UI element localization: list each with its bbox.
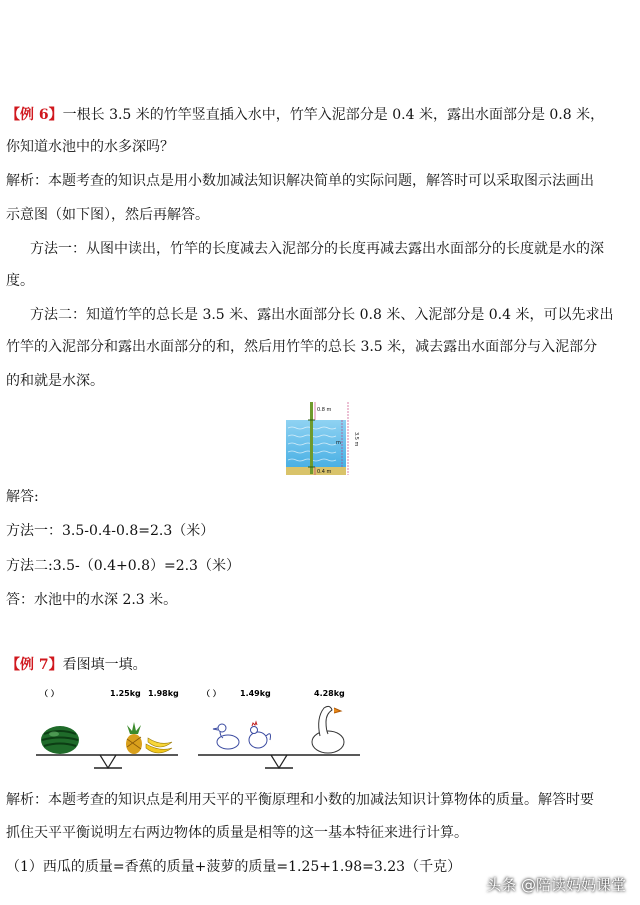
example-6-question-line1 <box>6 104 632 126</box>
label-above-water: 0.8 m <box>317 407 332 413</box>
watermelon-icon <box>41 726 79 754</box>
example-7-tag: 例 7 <box>20 657 49 673</box>
scale2-blank: （ ） <box>202 689 221 698</box>
example-bracket: 【 <box>6 657 20 673</box>
example-6-tag: 例 6 <box>20 107 49 123</box>
question-text: 一根长 3.5 米的竹竿竖直插入水中，竹竿入泥部分是 0.4 米，露出水面部分是 0.8 米， <box>62 107 605 123</box>
scale1-weight-banana: 1.25kg <box>110 689 141 698</box>
example-bracket: 【 <box>6 107 20 123</box>
example-6-method2-line1: 方法二：知道竹竿的总长是 3.5 米、露出水面部分长 0.8 米、入泥部分是 0.4 米，可以先求出 <box>30 307 614 323</box>
example-7-analysis-line2: 抓住天平平衡说明左右两边物体的质量是相等的这一基本特征来进行计算。 <box>6 825 468 841</box>
scale1-weight-pineapple: 1.98kg <box>148 689 179 698</box>
mud-layer <box>286 467 346 475</box>
example-7-step1: （1）西瓜的质量=香蕉的质量+菠萝的质量=1.25+1.98=3.23（千克） <box>6 859 462 875</box>
answer-method2: 方法二:3.5-（0.4+0.8）=2.3（米） <box>6 558 240 574</box>
answer-method1: 方法一：3.5-0.4-0.8=2.3（米） <box>6 523 215 539</box>
banana-icon <box>146 738 172 753</box>
goose-icon <box>312 706 344 753</box>
bamboo-pole <box>310 402 313 474</box>
answer-conclusion: 答：水池中的水深 2.3 米。 <box>6 592 178 608</box>
scale2-weight-hen: 1.49kg <box>240 689 271 698</box>
example-bracket: 】 <box>48 107 63 123</box>
bamboo-pole-diagram <box>282 400 362 480</box>
example-6-method1-line2: 度。 <box>6 273 34 289</box>
label-total-length: 3.5 m <box>353 432 359 447</box>
answer-heading: 解答: <box>6 489 39 505</box>
example-7-heading <box>6 654 632 676</box>
scale2-weight-goose: 4.28kg <box>314 689 345 698</box>
hen-icon <box>249 722 271 748</box>
example-6-question-line2: 你知道水池中的水多深吗？ <box>6 139 174 155</box>
watermark: 头条 @陪读妈妈课堂 <box>486 876 626 894</box>
example-bracket: 】 <box>48 657 63 673</box>
example-6-analysis-line2: 示意图（如下图），然后再解答。 <box>6 207 209 223</box>
scale1-blank: （ ） <box>40 689 59 698</box>
pineapple-icon <box>126 722 142 754</box>
example-7-prompt: 看图填一填。 <box>62 657 147 673</box>
duck-icon <box>213 724 239 749</box>
example-6-analysis-line1: 解析：本题考查的知识点是用小数加减法知识解决简单的实际问题，解答时可以采取图示法画出 <box>6 173 594 189</box>
example-7-analysis-line1: 解析：本题考查的知识点是利用天平的平衡原理和小数的加减法知识计算物体的质量。解答时要 <box>6 792 594 808</box>
example-6-method2-line2: 竹竿的入泥部分和露出水面部分的和，然后用竹竿的总长 3.5 米，减去露出水面部分与入泥部分 <box>6 339 598 355</box>
label-in-mud: 0.4 m <box>317 469 332 475</box>
example-6-method1-line1: 方法一：从图中读出，竹竿的长度减去入泥部分的长度再减去露出水面部分的长度就是水的深 <box>30 241 604 257</box>
label-water-depth: m <box>336 440 341 446</box>
example-6-method2-line3: 的和就是水深。 <box>6 373 104 389</box>
balance-scales-illustration <box>30 684 380 774</box>
